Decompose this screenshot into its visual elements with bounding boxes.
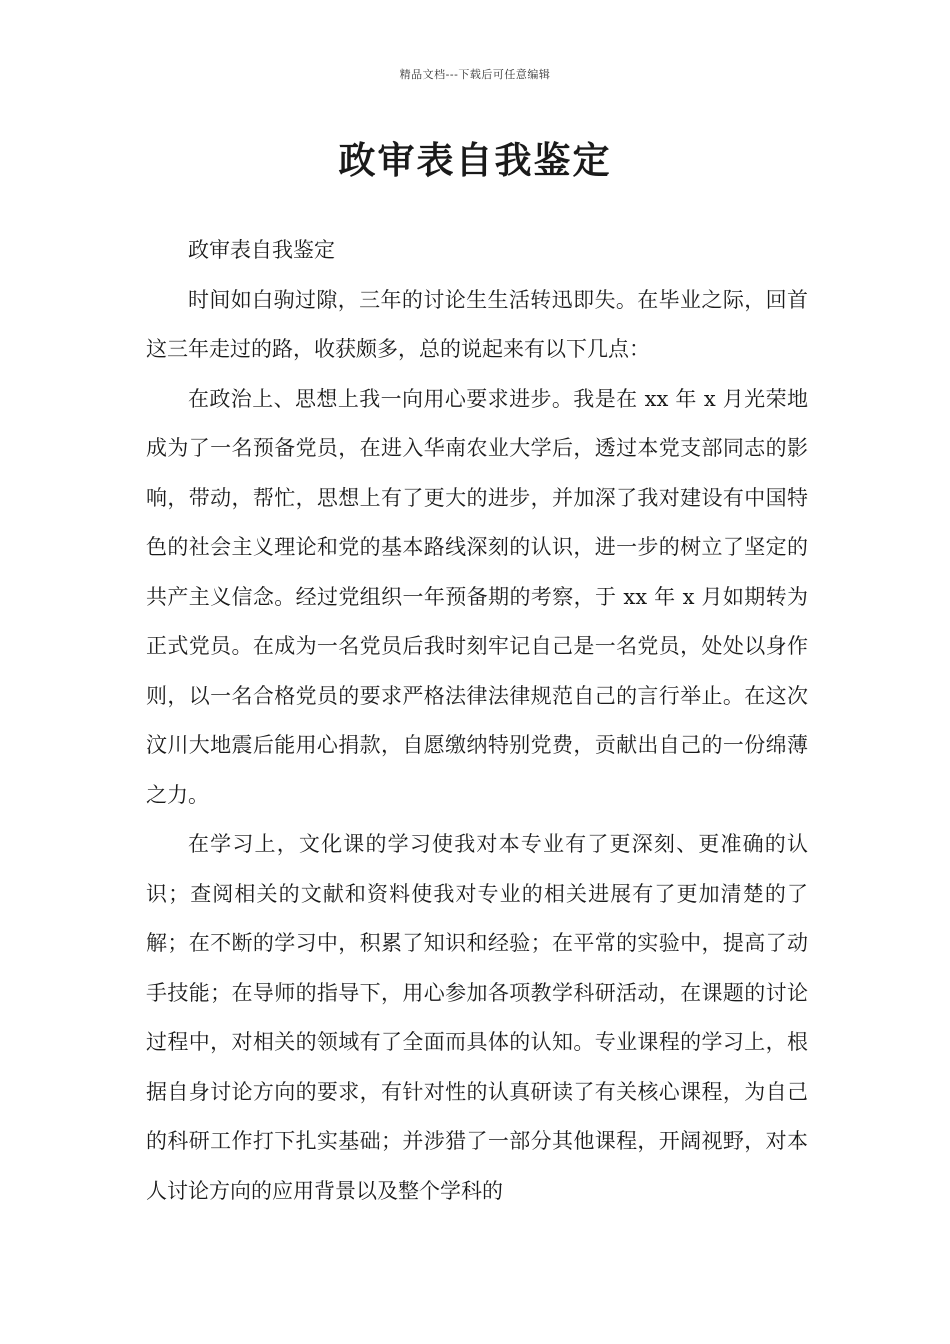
paragraph-intro: 时间如白驹过隙，三年的讨论生生活转迅即失。在毕业之际，回首这三年走过的路，收获颇多，总的说起来有以下几点： xyxy=(146,287,808,361)
header-note: 精品文档---下载后可任意编辑 xyxy=(399,68,551,81)
document-body xyxy=(146,226,808,1216)
paragraph-subtitle: 政审表自我鉴定 xyxy=(188,238,335,262)
paragraph-study: 在学习上，文化课的学习使我对本专业有了更深刻、更准确的认识；查阅相关的文献和资料使我对专业的相关进展有了更加清楚的了解；在不断的学习中，积累了知识和经验；在平常的实验中，提高了动手技能；在导师的指导下，用心参加各项教学科研活动，在课题的讨论过程中，对相关的领域有了全面而具体的认知。专业课程的学习上，根据自身讨论方向的要求，有针对性的认真研读了有关核心课程，为自己的科研工作打下扎实基础；并涉猎了一部分其他课程，开阔视野，对本人讨论方向的应用背景以及整个学科的 xyxy=(146,832,808,1203)
paragraph-politics: 在政治上、思想上我一向用心要求进步。我是在 xx 年 x 月光荣地成为了一名预备党员，在进入华南农业大学后，透过本党支部同志的影响，带动，帮忙，思想上有了更大的进步，并加深了我对建设有中国特色的社会主义理论和党的基本路线深刻的认识，进一步的树立了坚定的共产主义信念。经过党组织一年预备期的考察，于 xx 年 x 月如期转为正式党员。在成为一名党员后我时刻牢记自己是一名党员，处处以身作则，以一名合格党员的要求严格法律法律规范自己的言行举止。在这次汶川大地震后能用心捐款，自愿缴纳特别党费，贡献出自己的一份绵薄之力。 xyxy=(146,386,808,807)
document-title: 政审表自我鉴定 xyxy=(338,138,612,182)
